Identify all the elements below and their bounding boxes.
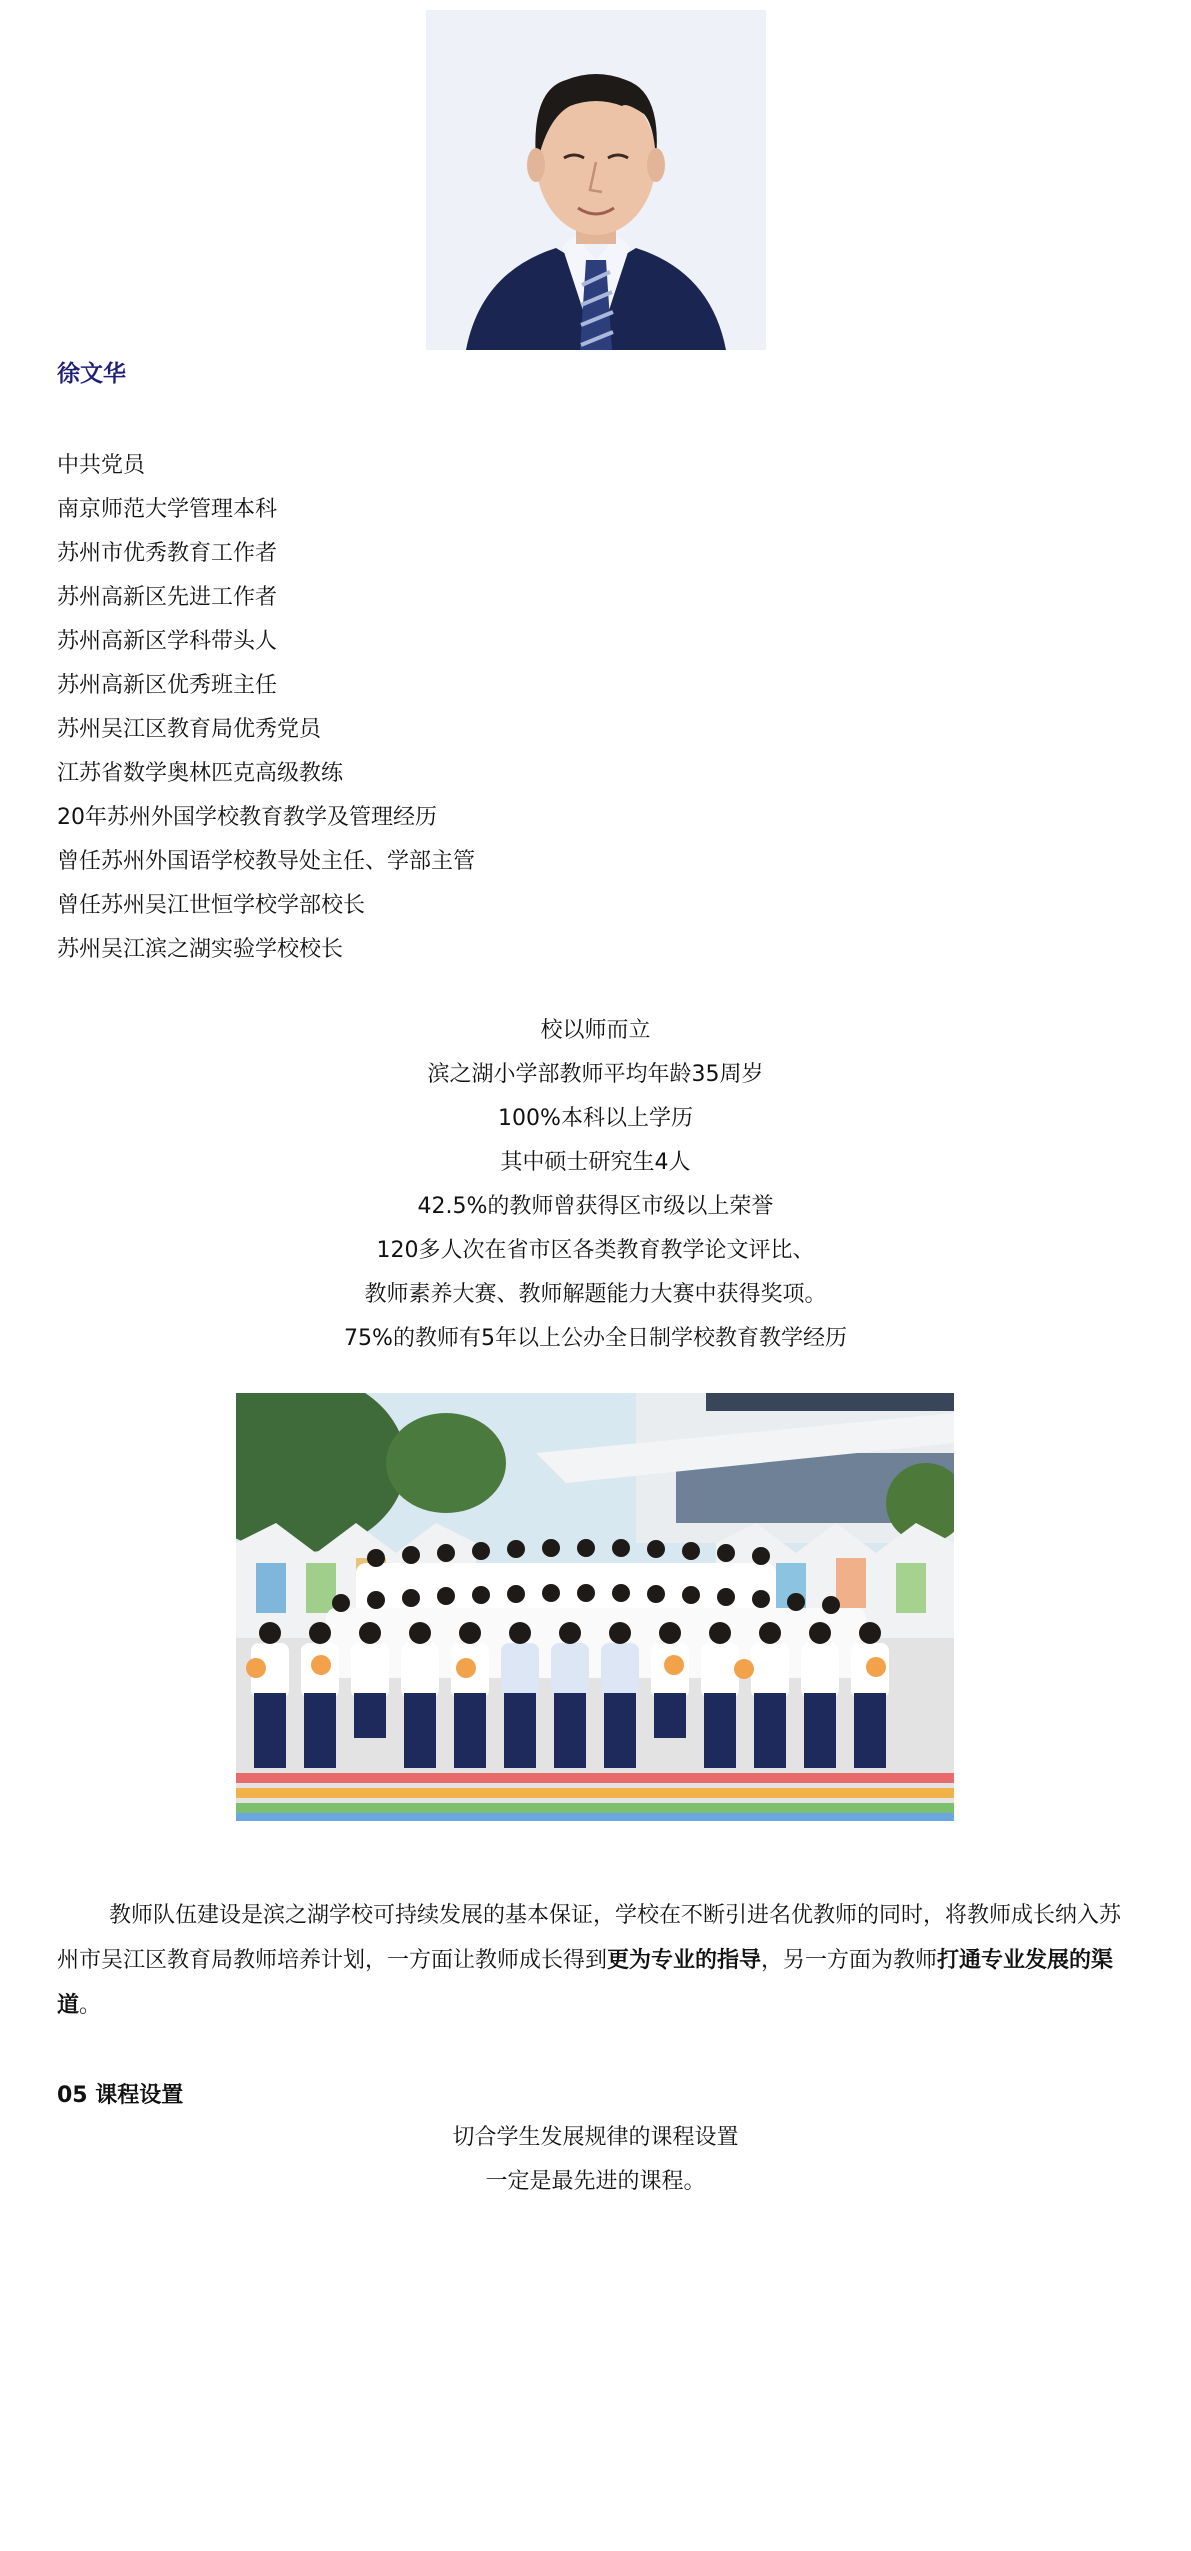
faculty-stat-line: 100%本科以上学历 — [498, 1106, 693, 1131]
course-line: 切合学生发展规律的课程设置 — [452, 2125, 739, 2150]
faculty-stat-line: 75%的教师有5年以上公办全日制学校教育教学经历 — [344, 1326, 847, 1351]
paragraph-text: 。 — [79, 1993, 102, 2018]
paragraph-emphasis: 更为专业的指导 — [607, 1948, 762, 1973]
paragraph-text: ，另一方面为教师 — [761, 1948, 938, 1973]
credential-item: 苏州高新区学科带头人 — [57, 629, 278, 654]
faculty-stat-line: 其中硕士研究生4人 — [500, 1150, 691, 1175]
credential-item: 南京师范大学管理本科 — [57, 497, 278, 522]
faculty-stat-line: 滨之湖小学部教师平均年龄35周岁 — [427, 1062, 764, 1087]
credential-item: 曾任苏州外国语学校教导处主任、学部主管 — [57, 849, 476, 874]
principal-portrait-photo — [426, 10, 766, 350]
paragraph-text: 教师队伍建设是滨之湖学校可持续发展的基本保证，学校在不断引进名优教师的同时，将教师成长纳入苏州市吴江区教育局教师培养计划，一方面让教师成长得到 — [57, 1903, 1122, 1973]
principal-credentials-list — [57, 444, 475, 972]
faculty-stat-line: 120多人次在省市区各类教育教学论文评比、 — [376, 1238, 815, 1263]
course-section-heading: 05 课程设置 — [57, 2083, 184, 2108]
credential-item: 苏州高新区先进工作者 — [57, 585, 278, 610]
faculty-development-paragraph — [57, 1893, 1137, 2028]
faculty-stats-list — [0, 1009, 1191, 1361]
credential-item: 苏州高新区优秀班主任 — [57, 673, 278, 698]
credential-item: 曾任苏州吴江世恒学校学部校长 — [57, 893, 366, 918]
credential-item: 苏州市优秀教育工作者 — [57, 541, 278, 566]
faculty-stat-line: 教师素养大赛、教师解题能力大赛中获得奖项。 — [364, 1282, 827, 1307]
credential-item: 苏州吴江滨之湖实验学校校长 — [57, 937, 344, 962]
faculty-group-photo — [236, 1393, 954, 1821]
faculty-stat-line: 42.5%的教师曾获得区市级以上荣誉 — [417, 1194, 774, 1219]
faculty-stat-line: 校以师而立 — [540, 1018, 651, 1043]
credential-item: 20年苏州外国学校教育教学及管理经历 — [57, 805, 437, 830]
course-description-list — [0, 2116, 1191, 2204]
credential-item: 中共党员 — [57, 453, 146, 478]
credential-item: 苏州吴江区教育局优秀党员 — [57, 717, 322, 742]
credential-item: 江苏省数学奥林匹克高级教练 — [57, 761, 344, 786]
course-line: 一定是最先进的课程。 — [485, 2169, 706, 2194]
paragraph-emphasis: 打通专业发展的渠道 — [57, 1948, 1114, 2018]
principal-name: 徐文华 — [57, 361, 126, 387]
